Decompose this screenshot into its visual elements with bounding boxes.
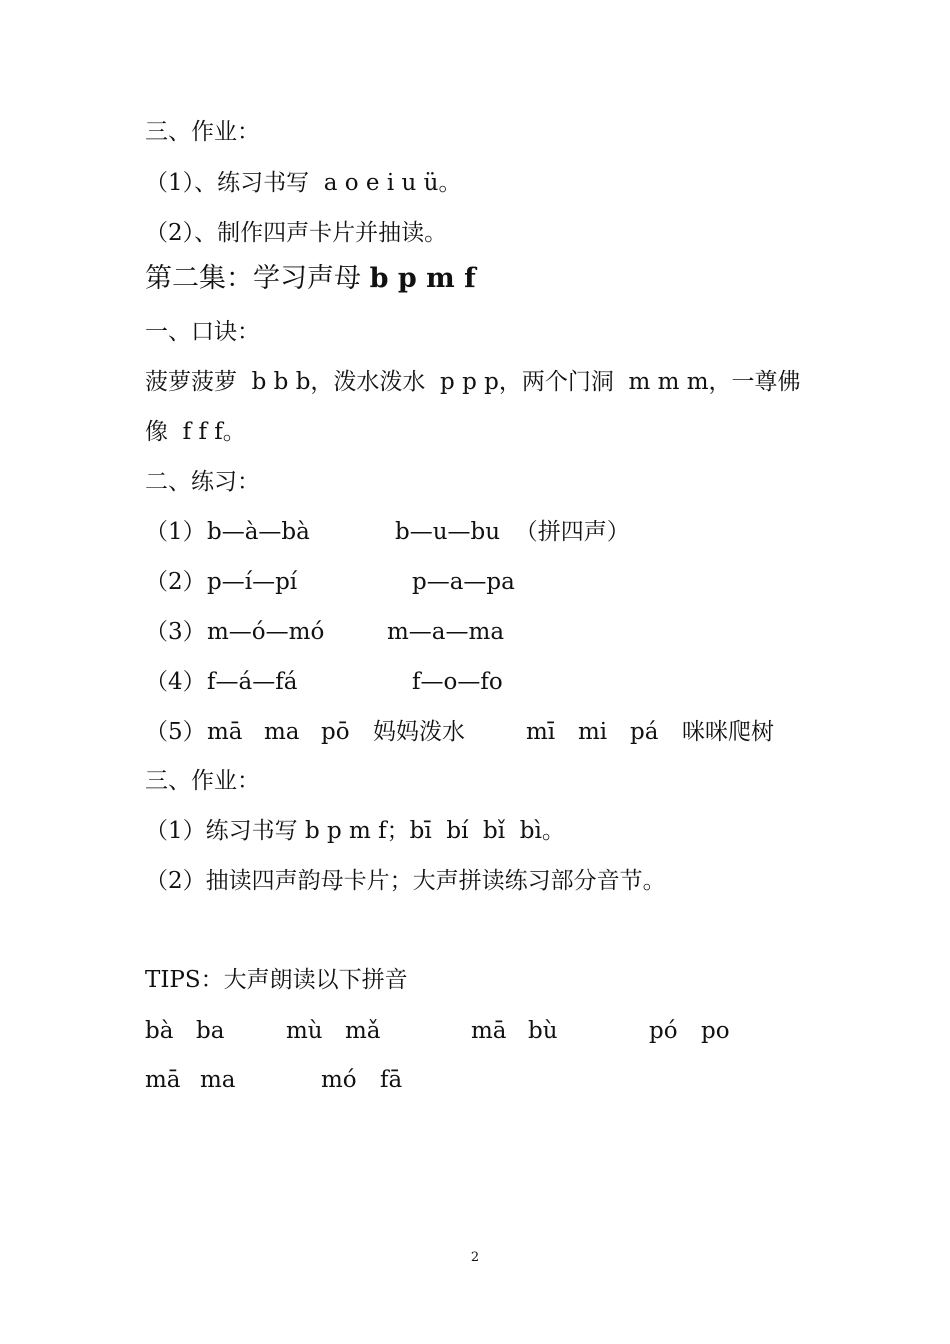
pinyin-syllable: ma: [264, 719, 300, 745]
practice-syllable-a: p—í—pí: [207, 569, 298, 595]
pinyin-syllable: pó: [649, 1018, 678, 1044]
practice-syllable-b: b—u—bu （拼四声）: [395, 519, 630, 545]
pinyin-syllable: mā: [207, 719, 243, 745]
rhyme-line-2: 像 f f f。: [145, 419, 246, 445]
tips-row-2: [145, 1065, 925, 1095]
episode-title: [145, 264, 476, 294]
pinyin-syllable: pō: [321, 719, 350, 745]
pinyin-syllable: bù: [528, 1018, 558, 1044]
practice-syllable-b: m—a—ma: [387, 619, 505, 645]
pinyin-syllable: po: [701, 1018, 730, 1044]
pinyin-syllable: fā: [380, 1067, 403, 1093]
homework-item-1: （1）、练习书写 a o e i u ü。: [145, 170, 462, 196]
pinyin-syllable: mi: [578, 719, 608, 745]
phrase: 咪咪爬树: [682, 719, 774, 745]
pinyin-syllable: ba: [196, 1018, 225, 1044]
section-title-homework-2: 三、作业：: [145, 768, 260, 794]
section-title-rhyme: 一、口诀：: [145, 319, 260, 345]
pinyin-syllable: mā: [471, 1018, 507, 1044]
homework-item-1: （1）练习书写 b p m f；bī bí bǐ bì。: [145, 818, 565, 844]
practice-row: [145, 667, 925, 697]
homework-item-2: （2）抽读四声韵母卡片；大声拼读练习部分音节。: [145, 868, 666, 894]
practice-row: [145, 617, 925, 647]
pinyin-syllable: ma: [200, 1067, 236, 1093]
practice-syllable-a: f—á—fá: [207, 669, 298, 695]
practice-row: [145, 567, 925, 597]
homework-item-2: （2）、制作四声卡片并抽读。: [145, 220, 448, 246]
phrase: 妈妈泼水: [373, 719, 465, 745]
episode-title-letters: b p m f: [369, 263, 476, 294]
practice-number: （1）: [145, 519, 206, 545]
practice-row: [145, 517, 925, 547]
section-title-practice: 二、练习：: [145, 469, 260, 495]
rhyme-line-1: 菠萝菠萝 b b b，泼水泼水 p p p，两个门洞 m m m，一尊佛: [145, 369, 801, 395]
tips-row-1: [145, 1016, 925, 1046]
practice-syllable-b: f—o—fo: [412, 669, 503, 695]
practice-number: （4）: [145, 669, 206, 695]
page-number: 2: [470, 1250, 480, 1265]
episode-title-text: 第二集：学习声母: [145, 263, 370, 294]
practice-number: （5）: [145, 719, 206, 745]
practice-number: （3）: [145, 619, 206, 645]
practice-syllable-b: p—a—pa: [412, 569, 515, 595]
pinyin-syllable: mù: [286, 1018, 323, 1044]
practice-syllable-a: m—ó—mó: [207, 619, 325, 645]
tips-title: TIPS：大声朗读以下拼音: [145, 967, 408, 993]
pinyin-syllable: mǎ: [345, 1018, 381, 1044]
section-title-homework-1: 三、作业：: [145, 119, 260, 145]
practice-syllable-a: b—à—bà: [207, 519, 310, 545]
pinyin-syllable: mā: [145, 1067, 181, 1093]
pinyin-syllable: pá: [630, 719, 659, 745]
practice-row-5: [145, 717, 925, 747]
pinyin-syllable: mī: [526, 719, 556, 745]
pinyin-syllable: mó: [321, 1067, 357, 1093]
pinyin-syllable: bà: [145, 1018, 174, 1044]
practice-number: （2）: [145, 569, 206, 595]
